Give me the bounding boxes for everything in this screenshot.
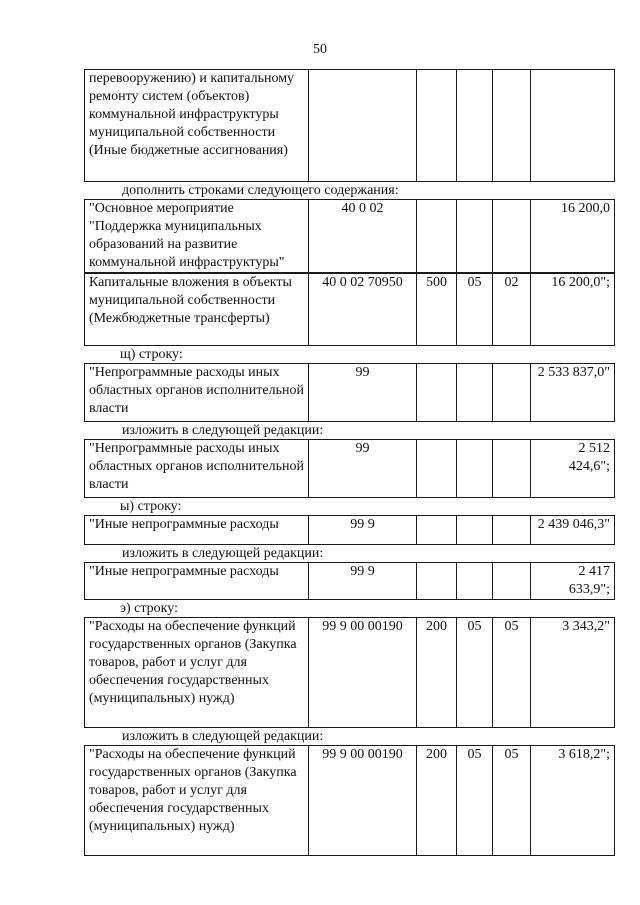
cell-name: Капитальные вложения в объекты муниципальной собственности (Межбюджетные трансферты) (85, 274, 309, 346)
cell-expense-type (417, 364, 457, 422)
table-row (85, 200, 615, 273)
amendment-instruction: ы) строку: (120, 499, 182, 514)
table-row (85, 274, 615, 346)
cell-amount: 3 343,2" (531, 618, 615, 728)
cell-section: 05 (457, 274, 493, 346)
cell-target-code: 99 9 (309, 516, 417, 545)
budget-table (84, 617, 615, 728)
budget-table (84, 363, 615, 422)
cell-amount: 2 533 837,0" (531, 364, 615, 422)
cell-section (457, 440, 493, 498)
cell-name: "Расходы на обеспечение функций государственных органов (Закупка товаров, работ и услуг для обеспечения государственных (муниципальных) нужд) (85, 618, 309, 728)
cell-amount: 2 417 633,9"; (531, 563, 615, 600)
budget-table (84, 439, 615, 498)
cell-subsection: 05 (493, 618, 531, 728)
budget-table (84, 515, 615, 545)
cell-target-code: 99 9 00 00190 (309, 618, 417, 728)
budget-table (84, 562, 615, 600)
cell-section (457, 516, 493, 545)
page-number: 50 (313, 42, 327, 57)
cell-section: 05 (457, 618, 493, 728)
cell-amount: 2 439 046,3" (531, 516, 615, 545)
cell-section (457, 364, 493, 422)
cell-subsection (493, 70, 531, 182)
budget-amendment-document (84, 69, 614, 856)
cell-amount: 3 618,2"; (531, 746, 615, 856)
cell-expense-type (417, 563, 457, 600)
table-row (85, 70, 615, 182)
table-row (85, 516, 615, 545)
budget-table (84, 273, 615, 346)
cell-section: 05 (457, 746, 493, 856)
cell-section (457, 70, 493, 182)
cell-subsection: 05 (493, 746, 531, 856)
cell-expense-type (417, 516, 457, 545)
cell-target-code: 40 0 02 (309, 200, 417, 273)
cell-expense-type: 500 (417, 274, 457, 346)
cell-target-code: 99 (309, 364, 417, 422)
cell-target-code: 99 9 (309, 563, 417, 600)
cell-section (457, 200, 493, 273)
cell-expense-type (417, 440, 457, 498)
cell-name: "Расходы на обеспечение функций государственных органов (Закупка товаров, работ и услуг для обеспечения государственных (муниципальных) нужд) (85, 746, 309, 856)
cell-amount (531, 70, 615, 182)
cell-target-code: 40 0 02 70950 (309, 274, 417, 346)
table-row (85, 618, 615, 728)
amendment-instruction: изложить в следующей редакции: (122, 546, 324, 561)
cell-subsection: 02 (493, 274, 531, 346)
budget-table (84, 199, 615, 273)
table-row (85, 364, 615, 422)
cell-target-code (309, 70, 417, 182)
cell-name: "Иные непрограммные расходы (85, 516, 309, 545)
cell-subsection (493, 200, 531, 273)
cell-subsection (493, 563, 531, 600)
cell-amount: 16 200,0 (531, 200, 615, 273)
cell-subsection (493, 440, 531, 498)
cell-name: перевооружению) и капитальному ремонту систем (объектов) коммунальной инфраструктуры муниципальной собственности (Иные бюджетные ассигнования) (85, 70, 309, 182)
amendment-instruction: дополнить строками следующего содержания: (122, 183, 399, 198)
amendment-instruction: изложить в следующей редакции: (122, 423, 324, 438)
budget-table (84, 745, 615, 856)
cell-subsection (493, 364, 531, 422)
amendment-instruction: изложить в следующей редакции: (122, 729, 324, 744)
cell-target-code: 99 9 00 00190 (309, 746, 417, 856)
cell-amount: 16 200,0"; (531, 274, 615, 346)
cell-section (457, 563, 493, 600)
cell-name: "Непрограммные расходы иных областных органов исполнительной власти (85, 364, 309, 422)
cell-expense-type: 200 (417, 746, 457, 856)
amendment-instruction: э) строку: (120, 601, 178, 616)
cell-expense-type (417, 70, 457, 182)
budget-table (84, 69, 615, 182)
table-row (85, 563, 615, 600)
cell-name: "Основное мероприятие "Поддержка муниципальных образований на развитие коммунальной инфраструктуры" (85, 200, 309, 273)
cell-name: "Непрограммные расходы иных областных органов исполнительной власти (85, 440, 309, 498)
cell-expense-type (417, 200, 457, 273)
cell-expense-type: 200 (417, 618, 457, 728)
cell-subsection (493, 516, 531, 545)
table-row (85, 440, 615, 498)
cell-target-code: 99 (309, 440, 417, 498)
table-row (85, 746, 615, 856)
cell-name: "Иные непрограммные расходы (85, 563, 309, 600)
amendment-instruction: щ) строку: (120, 347, 183, 362)
cell-amount: 2 512 424,6"; (531, 440, 615, 498)
